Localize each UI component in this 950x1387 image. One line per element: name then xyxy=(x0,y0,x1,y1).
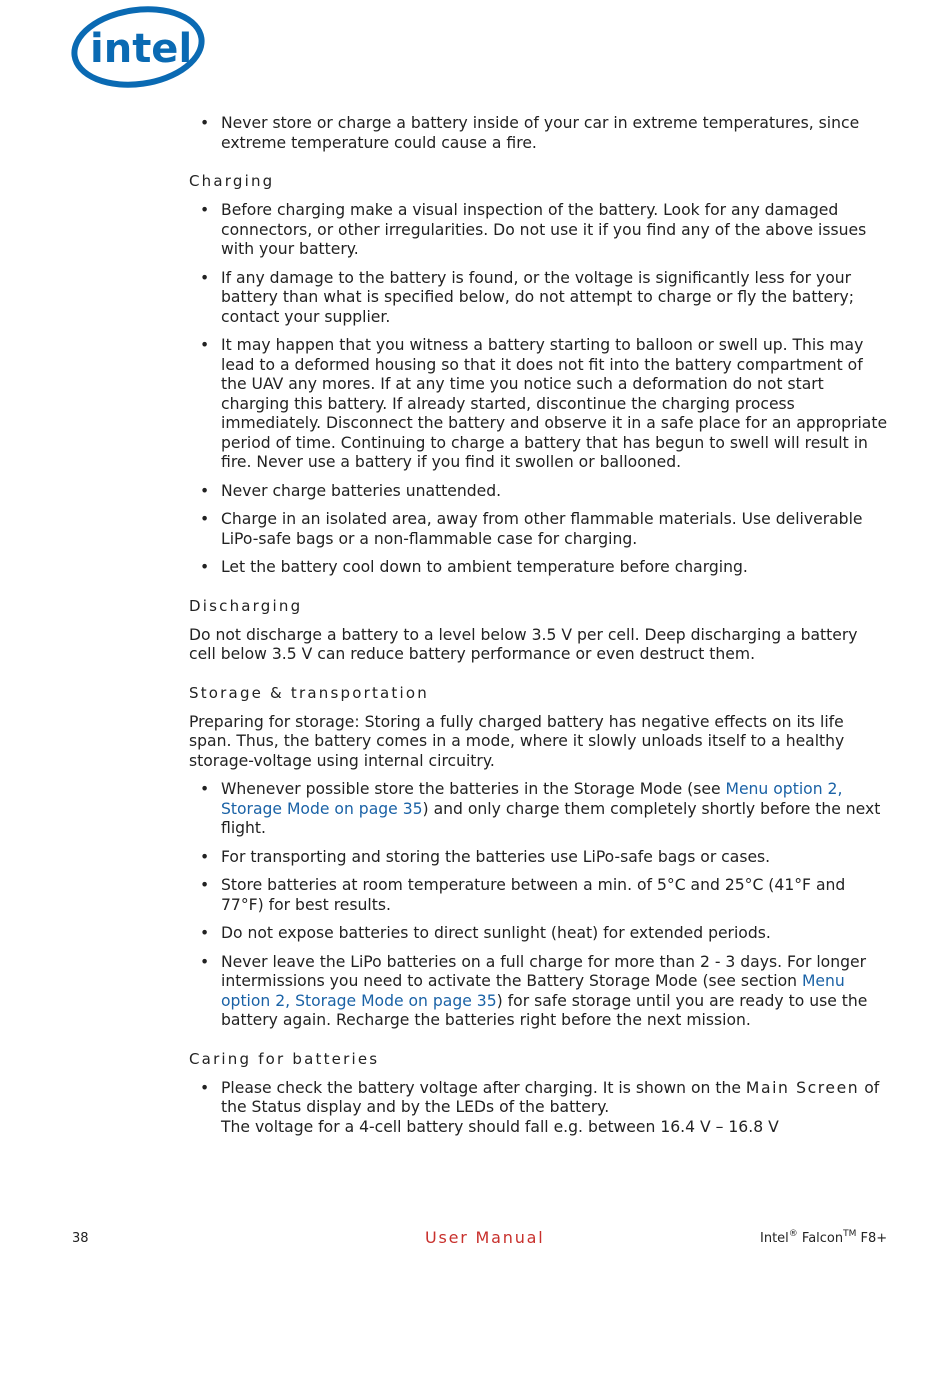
list-item-text: Never leave the LiPo batteries on a full charge for more than 2 - 3 days. For longer intermissions you need to activate the Battery Storage Mode (see section xyxy=(221,952,866,990)
product-name: Falcon xyxy=(797,1231,844,1246)
list-item: • Never charge batteries unattended. xyxy=(189,482,889,502)
list-item-text: Whenever possible store the batteries in the Storage Mode (see xyxy=(221,780,726,798)
list-item: • Let the battery cool down to ambient temperature before charging. xyxy=(189,558,889,578)
list-item: • Charge in an isolated area, away from other flammable materials. Use deliverable LiPo-safe bags or a non-flammable case for charging. xyxy=(189,510,889,549)
list-item: • Never store or charge a battery inside of your car in extreme temperatures, since extreme temperature could cause a fire. xyxy=(189,114,889,153)
list-item-text: Please check the battery voltage after charging. It is shown on the xyxy=(221,1078,746,1097)
intel-logo xyxy=(70,4,206,90)
list-item: • It may happen that you witness a battery starting to balloon or swell up. This may lead to a deformed housing so that it does not fit into the battery compartment of the UAV any mores. If at any time you notice such a deformation do not start charging this battery. If already started, discontinue the charging process immediately. Disconnect the battery and observe it in a safe place for an appropriate period of time. Continuing to charge a battery that has begun to swell will result in fire. Never use a battery if you find it swollen or ballooned. xyxy=(189,336,889,473)
page-footer xyxy=(0,1228,950,1252)
list-item-text: ) and only charge them completely shortly before the next flight. xyxy=(221,799,881,837)
main-screen-term: Main Screen xyxy=(745,1078,860,1097)
list-item: • Before charging make a visual inspection of the battery. Look for any damaged connectors, or other irregularities. Do not use it if you find any of the above issues with your battery. xyxy=(189,201,889,260)
intro-list xyxy=(189,114,889,153)
list-item xyxy=(189,953,889,1031)
registered-mark: ® xyxy=(788,1229,798,1239)
storage-list xyxy=(189,780,889,1031)
storage-intro: Preparing for storage: Storing a fully charged battery has negative effects on its life span. Thus, the battery comes in a mode, where it slowly unloads itself to a healthy storage-voltage using internal circuitry. xyxy=(189,712,845,770)
product-model: F8+ xyxy=(856,1231,888,1246)
list-item: • If any damage to the battery is found, or the voltage is significantly less for your battery than what is specified below, do not attempt to charge or fly the battery; contact your supplier. xyxy=(189,269,889,328)
voltage-note: The voltage for a 4-cell battery should fall e.g. between 16.4 V – 16.8 V xyxy=(221,1117,779,1136)
heading-discharging: Discharging xyxy=(189,596,303,615)
caring-list xyxy=(189,1079,889,1138)
discharging-text: Do not discharge a battery to a level below 3.5 V per cell. Deep discharging a battery cell below 3.5 V can reduce battery performance or even destruct them. xyxy=(189,625,858,663)
list-item: • Store batteries at room temperature between a min. of 5°C and 25°C (41°F and 77°F) for best results. xyxy=(189,876,889,915)
product-brand: Intel xyxy=(760,1231,789,1246)
list-item xyxy=(189,1079,889,1138)
storage-mode-link[interactable]: Menu option 2, Storage Mode on page 35 xyxy=(221,972,845,1010)
charging-list xyxy=(189,201,889,578)
list-item: • For transporting and storing the batteries use LiPo-safe bags or cases. xyxy=(189,848,889,868)
trademark-mark: TM xyxy=(843,1229,857,1239)
list-item xyxy=(189,780,889,839)
storage-mode-link[interactable]: Menu option 2, Storage Mode on page 35 xyxy=(221,780,843,818)
page-number: 38 xyxy=(72,1231,89,1246)
footer-title: User Manual xyxy=(425,1228,545,1247)
heading-charging: Charging xyxy=(189,172,275,190)
footer-product xyxy=(760,1231,887,1246)
list-item-text: of the Status display and by the LEDs of the battery. xyxy=(221,1078,880,1116)
list-item-text: ) for safe storage until you are ready to use the battery again. Recharge the batteries right before the next mission. xyxy=(221,991,868,1029)
page-content xyxy=(189,114,889,1146)
intel-logo-text: intel xyxy=(90,26,193,72)
heading-caring: Caring for batteries xyxy=(189,1049,380,1068)
heading-storage: Storage & transportation xyxy=(189,683,429,702)
list-item: • Do not expose batteries to direct sunlight (heat) for extended periods. xyxy=(189,924,889,944)
